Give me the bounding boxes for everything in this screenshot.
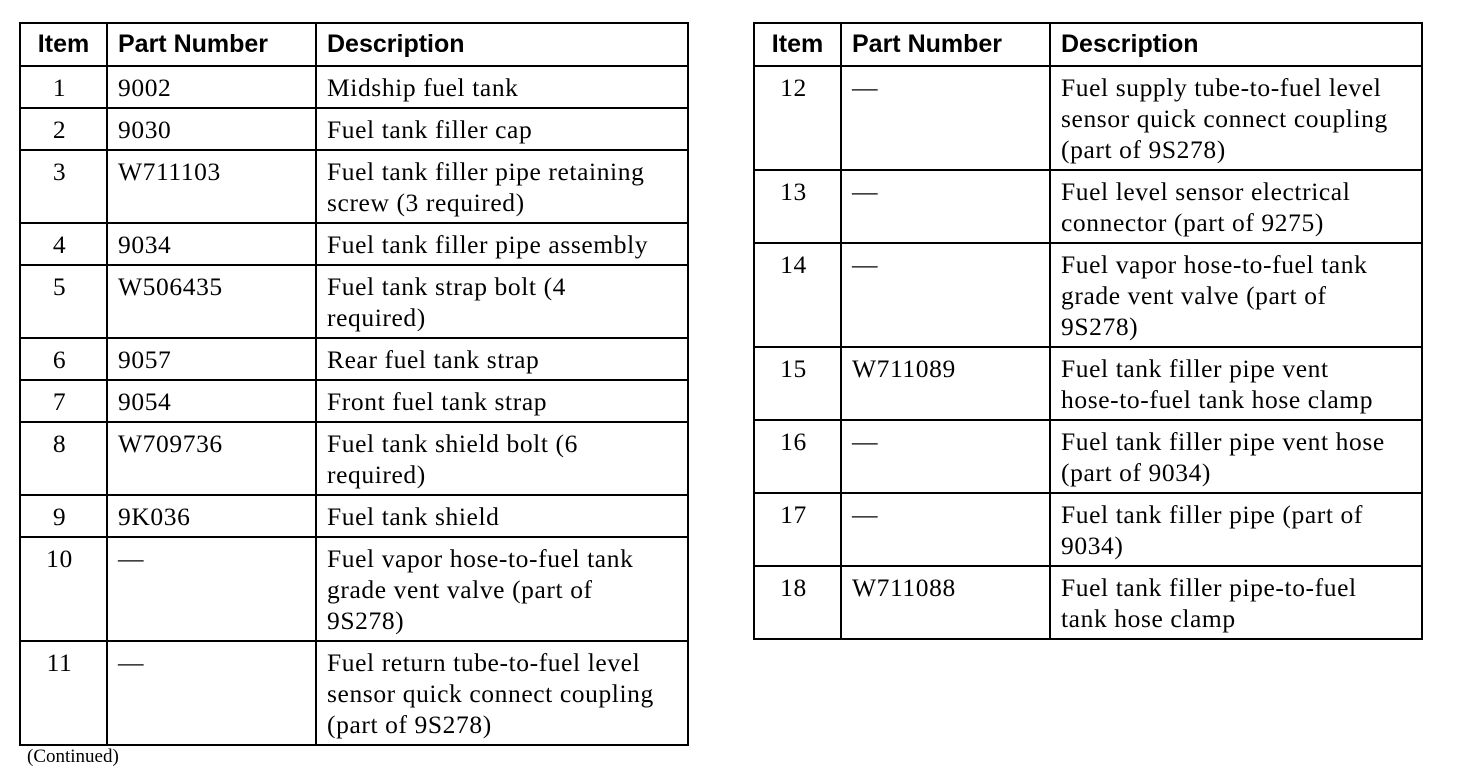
part-number: W709736 — [107, 422, 316, 495]
table-row — [20, 66, 688, 108]
header-item: Item — [20, 23, 107, 66]
part-number: 9002 — [107, 66, 316, 108]
table-row — [754, 170, 1422, 243]
part-number: W711088 — [841, 566, 1050, 639]
table-row — [754, 66, 1422, 170]
part-description: Fuel return tube-to-fuel level sensor quick connect coupling (part of 9S278) — [316, 641, 688, 745]
item-number: 8 — [20, 422, 107, 495]
part-description: Fuel tank shield bolt (6 required) — [316, 422, 688, 495]
part-number: 9054 — [107, 380, 316, 422]
part-number: W711089 — [841, 347, 1050, 420]
table-row — [754, 493, 1422, 566]
table-row — [20, 150, 688, 223]
table-header-row — [754, 23, 1422, 66]
part-description: Fuel tank shield — [316, 495, 688, 537]
part-description: Fuel vapor hose-to-fuel tank grade vent valve (part of 9S278) — [1050, 243, 1422, 347]
item-number: 3 — [20, 150, 107, 223]
header-description: Description — [316, 23, 688, 66]
item-number: 5 — [20, 265, 107, 338]
part-description: Fuel tank filler cap — [316, 108, 688, 150]
parts-table-left — [19, 22, 689, 746]
table-row — [754, 420, 1422, 493]
part-description: Front fuel tank strap — [316, 380, 688, 422]
item-number: 6 — [20, 338, 107, 380]
table-row — [754, 243, 1422, 347]
part-description: Rear fuel tank strap — [316, 338, 688, 380]
item-number: 11 — [20, 641, 107, 745]
part-description: Fuel tank filler pipe vent hose (part of 9034) — [1050, 420, 1422, 493]
parts-table-right — [753, 22, 1423, 640]
part-description: Fuel tank filler pipe assembly — [316, 223, 688, 265]
part-description: Fuel tank strap bolt (4 required) — [316, 265, 688, 338]
part-number: — — [107, 641, 316, 745]
table-row — [20, 108, 688, 150]
item-number: 12 — [754, 66, 841, 170]
table-row — [20, 380, 688, 422]
part-number: — — [841, 420, 1050, 493]
table-row — [20, 338, 688, 380]
table-row — [20, 422, 688, 495]
header-item: Item — [754, 23, 841, 66]
table-header-row — [20, 23, 688, 66]
part-number: — — [841, 493, 1050, 566]
header-description: Description — [1050, 23, 1422, 66]
part-number: 9057 — [107, 338, 316, 380]
part-description: Fuel vapor hose-to-fuel tank grade vent valve (part of 9S278) — [316, 537, 688, 641]
table-row — [20, 495, 688, 537]
part-description: Fuel tank filler pipe-to-fuel tank hose clamp — [1050, 566, 1422, 639]
part-number: 9034 — [107, 223, 316, 265]
item-number: 1 — [20, 66, 107, 108]
part-number: W506435 — [107, 265, 316, 338]
item-number: 18 — [754, 566, 841, 639]
part-number: — — [841, 170, 1050, 243]
item-number: 9 — [20, 495, 107, 537]
continued-note: (Continued) — [27, 746, 119, 767]
part-number: W711103 — [107, 150, 316, 223]
table-row — [20, 537, 688, 641]
item-number: 2 — [20, 108, 107, 150]
table-row — [20, 223, 688, 265]
part-number: — — [107, 537, 316, 641]
part-description: Fuel tank filler pipe vent hose-to-fuel tank hose clamp — [1050, 347, 1422, 420]
item-number: 16 — [754, 420, 841, 493]
item-number: 7 — [20, 380, 107, 422]
part-description: Fuel level sensor electrical connector (part of 9275) — [1050, 170, 1422, 243]
part-description: Midship fuel tank — [316, 66, 688, 108]
table-row — [20, 641, 688, 745]
part-number: 9K036 — [107, 495, 316, 537]
item-number: 4 — [20, 223, 107, 265]
header-part-number: Part Number — [107, 23, 316, 66]
part-description: Fuel tank filler pipe (part of 9034) — [1050, 493, 1422, 566]
table-row — [20, 265, 688, 338]
part-number: 9030 — [107, 108, 316, 150]
item-number: 10 — [20, 537, 107, 641]
item-number: 15 — [754, 347, 841, 420]
item-number: 14 — [754, 243, 841, 347]
part-description: Fuel tank filler pipe retaining screw (3 required) — [316, 150, 688, 223]
item-number: 17 — [754, 493, 841, 566]
part-number: — — [841, 243, 1050, 347]
header-part-number: Part Number — [841, 23, 1050, 66]
table-row — [754, 347, 1422, 420]
part-number: — — [841, 66, 1050, 170]
item-number: 13 — [754, 170, 841, 243]
table-row — [754, 566, 1422, 639]
part-description: Fuel supply tube-to-fuel level sensor quick connect coupling (part of 9S278) — [1050, 66, 1422, 170]
